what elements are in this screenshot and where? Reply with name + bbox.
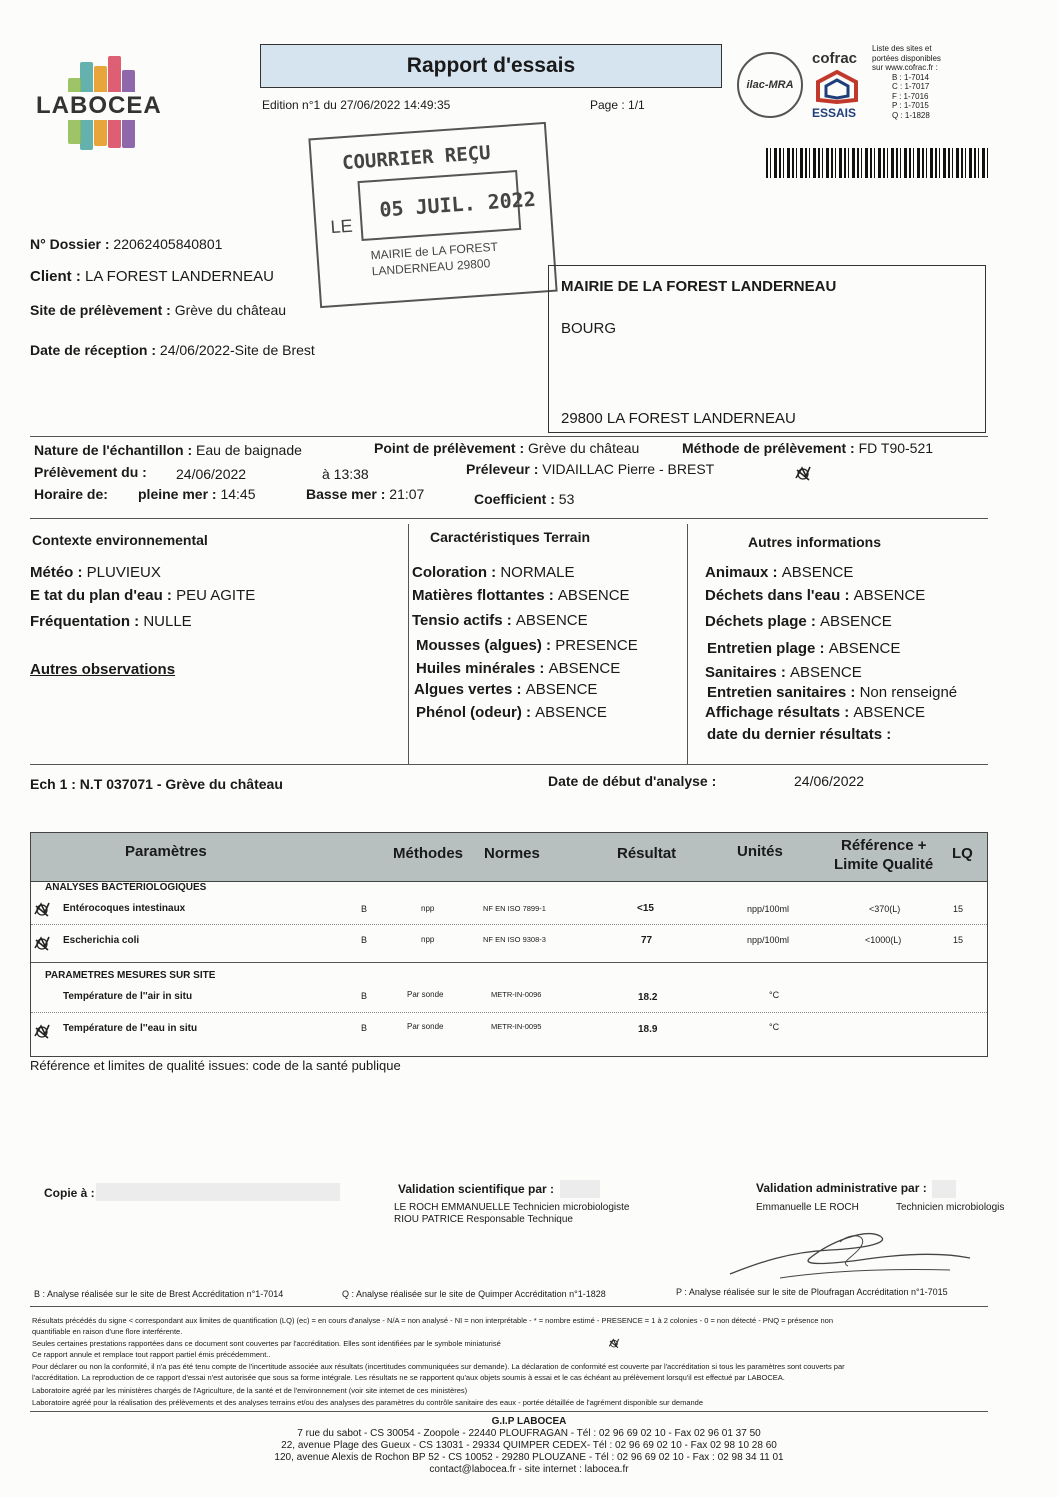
admin-validator-name: Emmanuelle LE ROCH (756, 1202, 859, 1213)
site-brest-note: B : Analyse réalisée sur le site de Brest Accréditation n°1-7014 (34, 1289, 284, 1299)
coefficient-value: 53 (558, 491, 575, 507)
high-tide-value: 14:45 (220, 486, 256, 502)
high-tide-label: pleine mer : (138, 486, 221, 502)
cell-methode: B (361, 904, 368, 914)
cofrac-site-line: C : 1-7017 (892, 82, 930, 91)
edition-line: Edition n°1 du 27/06/2022 14:49:35 (262, 98, 451, 112)
site-ploufragan-note: P : Analyse réalisée sur le site de Ploufragan Accréditation n°1-7015 (676, 1287, 948, 1297)
stamp-title: COURRIER REÇU (341, 141, 492, 175)
dossier-label: N° Dossier : (30, 236, 114, 252)
sampling-point (374, 440, 639, 456)
col-normes: Normes (484, 845, 540, 862)
cell-resultat: 18.2 (638, 992, 658, 1003)
terrain-item (416, 660, 620, 677)
context-value: NULLE (143, 613, 192, 630)
handwritten-signature (720, 1222, 1000, 1292)
ilac-text: ilac-MRA (746, 79, 794, 91)
recipient-address-box (548, 265, 986, 433)
cell-lq: 15 (953, 904, 964, 914)
results-table-body (30, 882, 988, 1056)
terrain-value: ABSENCE (548, 660, 621, 677)
cell-unite: npp/100ml (747, 935, 790, 945)
context-label: Fréquentation : (30, 613, 144, 630)
analysis-start-value: 24/06/2022 (794, 773, 865, 789)
address-line2: BOURG (561, 320, 617, 337)
reception-value: 24/06/2022-Site de Brest (159, 342, 315, 358)
ilac-mra-logo (737, 52, 803, 118)
other-info-item (705, 664, 862, 681)
note-line: Pour déclarer ou non la conformité, il n'a pas été tenu compte de l'incertitude associée aux résultats (incertitudes communiquées sur demande). La déclaration de conformité est couverte par l'accréditation si tous les paramètres sont couverts par (32, 1362, 845, 1371)
other-info-item (705, 613, 892, 630)
cell-lq: 15 (953, 935, 964, 945)
cofrac-essais: ESSAIS (812, 106, 857, 120)
column-divider (408, 524, 409, 764)
cell-resultat: 77 (641, 935, 653, 946)
sampler-value: VIDAILLAC Pierre - BREST (542, 461, 715, 477)
cell-param: Escherichia coli (63, 935, 140, 946)
other-info-title: Autres informations (748, 534, 882, 550)
terrain-label: Mousses (algues) : (416, 637, 556, 654)
cofrac-site-line: Liste des sites et (872, 44, 932, 53)
note-line: Résultats précédés du signe < correspondant aux limites de quantification (LQ) (ec) = en cours d'analyse - N/A = non analysé - NI = non interprétable - * = nombre estimé - PRESENCE = 1 à 2 colonies - 0 = non détecté - PNQ = présence non (32, 1316, 834, 1325)
terrain-item (414, 681, 597, 698)
client (30, 268, 274, 285)
sampling-point-label: Point de prélèvement : (374, 440, 529, 456)
col-reference: Référence + (841, 837, 927, 854)
address-line1: MAIRIE DE LA FOREST LANDERNEAU (561, 278, 837, 295)
other-info-label: date du dernier résultats : (707, 726, 892, 743)
terrain-label: Huiles minérales : (416, 660, 549, 677)
other-observations-title: Autres observations (30, 661, 176, 678)
col-lq: LQ (952, 845, 973, 862)
admin-redacted (932, 1180, 956, 1198)
sampling-point-value: Grève du château (528, 440, 640, 456)
note-line: quantifiable en raison d'une flore interférente. (32, 1327, 183, 1336)
sampling-date-label: Prélèvement du : (34, 464, 147, 480)
other-info-value: ABSENCE (853, 704, 926, 721)
coefficient (474, 491, 574, 507)
cell-norme: METR-IN-0096 (491, 990, 542, 999)
other-info-value: ABSENCE (781, 564, 854, 581)
report-title-box (260, 44, 722, 88)
other-info-label: Animaux : (705, 564, 782, 581)
sampling-site-value: Grève du château (174, 302, 287, 318)
copie-label: Copie à : (44, 1186, 95, 1200)
other-info-item (705, 704, 925, 721)
note-line: Laboratoire agréé par les ministères chargés de l'Agriculture, de la santé et de l'environnement (voir site internet de ces ministères) (32, 1386, 468, 1395)
cofrac-site-line: P : 1-7015 (892, 101, 929, 110)
terrain-label: Coloration : (412, 564, 501, 581)
cofrac-hexagon-icon (814, 70, 860, 104)
cell-resultat: <15 (637, 903, 654, 914)
footer-org: G.I.P LABOCEA (491, 1416, 567, 1427)
sampling-date-value: 24/06/2022 (176, 466, 247, 482)
divider (30, 1411, 988, 1412)
cell-code: Par sonde (407, 1022, 444, 1031)
cell-code: npp (421, 904, 435, 913)
context-item (30, 587, 255, 604)
context-label: Météo : (30, 564, 87, 581)
report-title: Rapport d'essais (406, 54, 576, 77)
scientific-validator-1: LE ROCH EMMANUELLE Technicien microbiologiste (394, 1202, 630, 1213)
cell-unite: °C (769, 990, 780, 1000)
other-info-label: Affichage résultats : (705, 704, 854, 721)
row-separator (31, 962, 987, 963)
terrain-label: Phénol (odeur) : (416, 704, 536, 721)
cell-unite: npp/100ml (747, 904, 790, 914)
tide-label: Horaire de: (34, 486, 108, 502)
cell-unite: °C (769, 1022, 780, 1032)
context-value: PEU AGITE (176, 587, 256, 604)
cell-param: Entérocoques intestinaux (63, 903, 186, 914)
cofrac-logo (812, 50, 862, 124)
sampler-label: Préleveur : (466, 461, 543, 477)
site-quimper-note: Q : Analyse réalisée sur le site de Quimper Accréditation n°1-1828 (342, 1289, 606, 1299)
note-line: Laboratoire agréé pour la réalisation des prélèvements et des analyses terrains et/ou des analyses des paramètres du contrôle sanitaire des eaux - portée détaillée de l'agrément disponible sur demande (32, 1398, 703, 1407)
terrain-item (412, 612, 588, 629)
footer-address-2: 22, avenue Plage des Gueux - CS 13031 - 29334 QUIMPER CEDEX- Tél : 02 96 69 02 10 - Fax 02 98 10 28 60 (281, 1440, 777, 1451)
sample-ech-label: Ech 1 : N.T 037071 - Grève du château (30, 776, 283, 792)
scientific-validation-title: Validation scientifique par : (398, 1182, 555, 1196)
row-separator (31, 924, 987, 925)
footer-address-3: 120, avenue Alexis de Rochon BP 52 - CS 10052 - 29280 PLOUZANE - Tél : 02 96 69 02 10 - Fax : 02 98 34 11 01 (274, 1452, 784, 1463)
other-info-label: Déchets dans l'eau : (705, 587, 854, 604)
dossier-value: 22062405840801 (113, 236, 223, 252)
other-info-value: Non renseigné (859, 684, 958, 701)
admin-validation-title: Validation administrative par : (756, 1181, 927, 1195)
divider (30, 518, 988, 519)
note-line: l'accréditation. La reproduction de ce rapport d'essai n'est autorisée que sous sa forme intégrale. Les résultats ne se rapportent qu'aux objets soumis à essai et le cas échéant au prélèvement lorsqu'il est effectué par LABOCEA. (32, 1373, 785, 1382)
other-info-label: Entretien sanitaires : (707, 684, 860, 701)
sampling-site (30, 302, 286, 318)
cell-norme: NF EN ISO 7899-1 (483, 904, 546, 913)
sample-nature-value: Eau de baignade (196, 442, 302, 458)
accreditation-icon (608, 1337, 620, 1349)
reception-date (30, 342, 315, 358)
terrain-item (416, 637, 638, 654)
client-value: LA FOREST LANDERNEAU (85, 268, 274, 285)
cell-reference: <370(L) (869, 904, 901, 914)
sampling-method-label: Méthode de prélèvement : (682, 440, 859, 456)
stamp-date-box (357, 170, 537, 241)
sampling-site-label: Site de prélèvement : (30, 302, 175, 318)
terrain-label: Algues vertes : (414, 681, 526, 698)
cofrac-site-line: F : 1-7016 (892, 91, 929, 101)
terrain-value: PRESENCE (555, 637, 638, 654)
terrain-value: ABSENCE (557, 587, 630, 604)
cell-norme: METR-IN-0095 (491, 1022, 542, 1031)
sampling-method-value: FD T90-521 (858, 440, 934, 456)
stamp-date: 05 JUIL. 2022 (378, 186, 537, 222)
divider (30, 436, 988, 437)
table-footnote: Référence et limites de qualité issues: code de la santé publique (30, 1058, 401, 1073)
high-tide (138, 486, 256, 502)
cell-methode: B (361, 991, 368, 1001)
table-bottom-border (30, 1056, 988, 1057)
received-stamp (308, 122, 557, 308)
note-line: Seules certaines prestations rapportées dans ce document sont couvertes par l'accréditation. Elles sont identifiées par le symbole miniaturisé (32, 1339, 501, 1348)
col-parametres: Paramètres (125, 843, 207, 860)
terrain-title: Caractéristiques Terrain (430, 529, 591, 545)
note-line: Ce rapport annule et remplace tout rapport partiel émis précédemment.. (32, 1350, 271, 1359)
stamp-line1: MAIRIE de LA FOREST (370, 239, 499, 263)
terrain-value: NORMALE (500, 564, 575, 581)
client-label: Client : (30, 268, 85, 285)
accreditation-icon (33, 934, 51, 952)
other-info-label: Entretien plage : (707, 640, 829, 657)
other-info-value: ABSENCE (820, 613, 892, 630)
footer-address-1: 7 rue du sabot - CS 30054 - Zoopole - 22440 PLOUFRAGAN - Tél : 02 96 69 02 10 - Fax 02 96 01 37 50 (297, 1428, 761, 1439)
accreditation-icon (33, 1022, 51, 1040)
sample-nature-label: Nature de l'échantillon : (34, 442, 197, 458)
results-table-header (30, 832, 988, 882)
cofrac-site-line: B : 1-7014 (892, 72, 929, 82)
other-info-item (707, 726, 891, 743)
stamp-line2: LANDERNEAU 29800 (371, 256, 491, 279)
col-methodes: Méthodes (393, 845, 464, 862)
footer-contact[interactable]: contact@labocea.fr - site internet : labocea.fr (429, 1464, 629, 1475)
cell-reference: <1000(L) (865, 935, 902, 945)
col-resultat: Résultat (617, 845, 677, 862)
context-item (30, 613, 192, 630)
other-info-value: ABSENCE (790, 664, 862, 681)
other-info-item (707, 684, 957, 701)
cell-param: Température de l''air in situ (63, 991, 193, 1002)
copie-redacted (96, 1183, 340, 1201)
column-divider (687, 524, 688, 764)
cell-code: Par sonde (407, 990, 444, 999)
dossier-number (30, 236, 222, 252)
terrain-value: ABSENCE (535, 704, 607, 721)
row-separator (31, 1012, 987, 1013)
other-info-item (707, 640, 900, 657)
low-tide-label: Basse mer : (306, 486, 390, 502)
terrain-value: ABSENCE (515, 612, 588, 629)
terrain-value: ABSENCE (525, 681, 598, 698)
coefficient-label: Coefficient : (474, 491, 559, 507)
other-info-label: Sanitaires : (705, 664, 791, 681)
col-unites: Unités (737, 843, 783, 860)
other-info-value: ABSENCE (853, 587, 926, 604)
scientific-redacted (560, 1180, 600, 1198)
cofrac-site-line: Q : 1-1828 (892, 110, 930, 120)
analysis-start-label: Date de début d'analyse : (548, 773, 717, 789)
divider (30, 764, 988, 765)
sampler (466, 461, 714, 477)
scientific-validator-2: RIOU PATRICE Responsable Technique (394, 1214, 573, 1225)
cell-param: Température de l''eau in situ (63, 1023, 198, 1034)
environment-context-title: Contexte environnemental (32, 532, 208, 548)
context-value: PLUVIEUX (86, 564, 161, 581)
admin-validator-role: Technicien microbiologis (896, 1202, 1005, 1213)
section-bacteriologiques: ANALYSES BACTERIOLOGIQUES (45, 882, 207, 893)
section-mesures-site: PARAMETRES MESURES SUR SITE (45, 970, 216, 981)
logo-text: LABOCEA (36, 92, 162, 119)
other-info-value: ABSENCE (828, 640, 901, 657)
col-limite-qualite: Limite Qualité (834, 856, 934, 873)
cell-methode: B (361, 935, 368, 945)
terrain-item (412, 564, 575, 581)
cofrac-text: cofrac (812, 50, 858, 67)
accreditation-icon (33, 900, 51, 918)
stamp-le: LE (329, 215, 354, 238)
low-tide-value: 21:07 (389, 486, 425, 502)
cell-norme: NF EN ISO 9308-3 (483, 935, 546, 944)
sampling-time-value: à 13:38 (322, 466, 369, 482)
other-info-item (705, 564, 853, 581)
cell-resultat: 18.9 (638, 1024, 658, 1035)
terrain-item (412, 587, 630, 604)
context-item (30, 564, 161, 581)
other-info-item (705, 587, 925, 604)
context-label: E tat du plan d'eau : (30, 587, 177, 604)
barcode (766, 148, 988, 178)
other-info-label: Déchets plage : (705, 613, 821, 630)
cell-code: npp (421, 935, 435, 944)
terrain-label: Matières flottantes : (412, 587, 558, 604)
sample-nature (34, 442, 302, 458)
reception-label: Date de réception : (30, 342, 160, 358)
terrain-label: Tensio actifs : (412, 612, 516, 629)
page-number: Page : 1/1 (590, 98, 645, 112)
accreditation-icon (794, 464, 812, 482)
terrain-item (416, 704, 607, 721)
cofrac-site-line: portées disponibles (872, 53, 941, 63)
cofrac-sites-list (872, 44, 941, 120)
cell-methode: B (361, 1023, 368, 1033)
sampling-method (682, 440, 933, 456)
cofrac-site-line: sur www.cofrac.fr : (872, 63, 938, 72)
divider (30, 1306, 988, 1307)
low-tide (306, 486, 424, 502)
address-line3: 29800 LA FOREST LANDERNEAU (561, 410, 796, 427)
